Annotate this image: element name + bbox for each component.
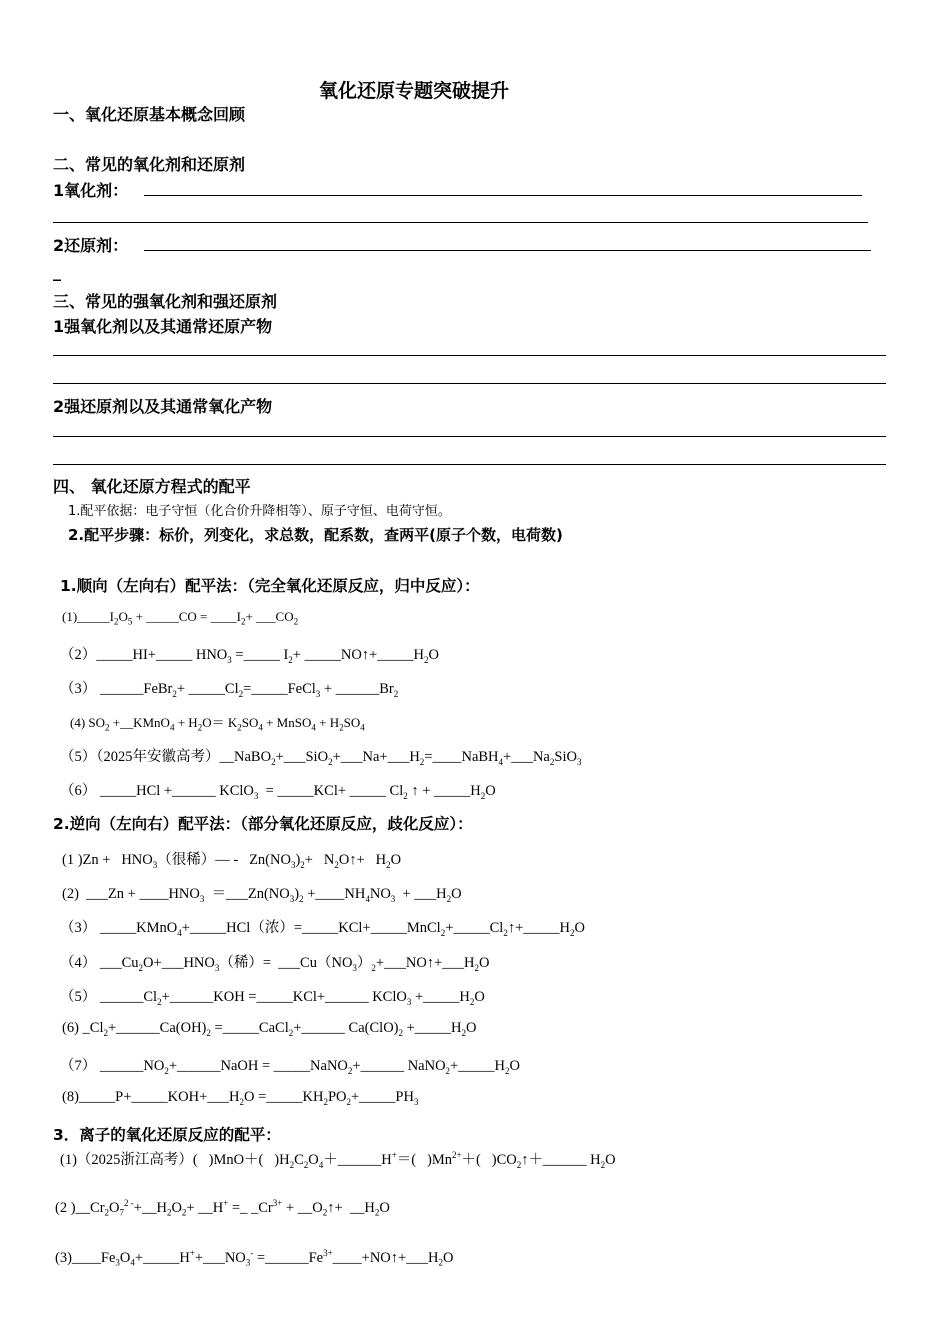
equation-3-1[interactable]: (1)（2025浙江高考）( )MnO＋( )$H_2C_2O_4+\_\_\_\_\_\_H^+=$( )$Mn^{2+}+$( )$CO_2↑+\_\_\_\_\_\_$ $H_2O$: [60, 1150, 616, 1170]
strong-reductant-heading: 2强还原剂以及其通常氧化产物: [53, 397, 273, 416]
page-title: 氧化还原专题突破提升: [318, 80, 509, 102]
equation-1-2[interactable]: （2）_____HI+_____ $HNO_3$ =_____ $I_2+$ $\_\_\_\_\_NO↑+\_\_\_\_\_H_2O$: [60, 647, 439, 665]
reductant-blank-line[interactable]: [144, 250, 871, 251]
method-3-heading: 3．离子的氧化还原反应的配平：: [53, 1126, 281, 1144]
section-2-heading: 二、常见的氧化剂和还原剂: [53, 155, 246, 174]
equation-2-3[interactable]: （3） _____KMnO$_4$+_____HCl（浓）$=\_\_\_\_\_KCl+\_\_\_\_\_MnCl_2+\_\_\_\_\_Cl_2↑+\_\_\_\_\_H_2O$: [60, 920, 585, 938]
strong-oxidant-line-2[interactable]: [53, 383, 886, 384]
equation-2-2[interactable]: (2) ___Zn + $\_\_\_\_HNO_3$ $=\_\_\_Zn(NO_3)_2$ $+\_\_\_\_NH_4NO_3$ + $\_\_\_H_2O$: [62, 886, 462, 904]
section-3-heading: 三、常见的强氧化剂和强还原剂: [53, 292, 278, 311]
reductant-label: 2还原剂：: [53, 236, 129, 255]
balancing-steps: 2.配平步骤：标价，列变化，求总数，配系数，查两平(原子个数，电荷数): [68, 526, 563, 544]
equation-1-1[interactable]: $(1)\_\_\_\_\_I_2O_5$ + _____CO = $\_\_\_\_I_2+$ $\_\_\_CO_2$: [62, 609, 299, 627]
equation-1-6[interactable]: （6） _____HCl +______ KClO$_3$ = _____KCl+ _____ $Cl_2$ ↑ + $\_\_\_\_\_H_2O$: [60, 783, 496, 801]
strong-oxidant-line-1[interactable]: [53, 355, 886, 356]
method-2-heading: 2.逆向（左向右）配平法：（部分氧化还原反应，歧化反应）：: [53, 815, 473, 833]
strong-reductant-line-2[interactable]: [53, 464, 886, 465]
equation-2-5[interactable]: （5） $\_\_\_\_\_\_Cl_2+\_\_\_\_\_\_KOH$ =_____KCl+______ KClO$_3$ $+\_\_\_\_\_H_2O$: [60, 989, 485, 1007]
equation-1-3[interactable]: （3） ______FeBr$_2$+ $\_\_\_\_\_Cl_2=\_\_\_\_\_FeCl_3$ + $\_\_\_\_\_\_Br_2$: [60, 681, 399, 699]
oxidant-blank-line[interactable]: [144, 195, 862, 196]
oxidant-label: 1氧化剂：: [53, 181, 129, 200]
equation-2-6[interactable]: (6) $\_Cl_2+\_\_\_\_\_\_Ca(OH)_2$ =_____CaCl$_2$+______ $Ca(ClO)_2$ $+\_\_\_\_\_H_2O$: [62, 1020, 477, 1038]
balancing-basis: 1.配平依据：电子守恒（化合价升降相等）、原子守恒、电荷守恒。: [68, 504, 451, 519]
equation-2-7[interactable]: （7） $\_\_\_\_\_\_NO_2+\_\_\_\_\_\_NaOH$ = _____NaNO$_2$+______ $NaNO_2+\_\_\_\_\_H_2O$: [60, 1058, 520, 1076]
equation-3-3[interactable]: $(3)\_\_\_\_Fe_3O_4+\_\_\_\_\_H^++\_\_\_NO_3^-$ $=\_\_\_\_\_\_Fe^{3+}\_\_\_\_+NO↑+\_\_\_H_2O$: [55, 1248, 454, 1268]
equation-2-1[interactable]: (1 )$Zn + HNO_3$（很稀）— - $Zn(NO_3)_2+$ $N_2O↑+ H_2O$: [62, 852, 402, 870]
equation-3-2[interactable]: (2 )$\_\_Cr_2O_7^{2 -}+\_\_H_2O_2+$ __H+ =_ $\_Cr^{3+}$ + $\_\_O_2↑+$ $\_\_H_2O$: [55, 1198, 390, 1218]
equation-1-4[interactable]: (4) $SO_2$ +__KMnO$_4$ + $H_2O= K_2SO_4$ + MnSO$_4$ + $H_2SO_4$: [70, 715, 365, 733]
equation-1-5[interactable]: （5）（2025年安徽高考）$\_\_NaBO_2+\_\_\_SiO_2+\_\_\_Na+\_\_\_H_2=\_\_\_\_NaBH_4+\_\_\_Na_2SiO_3$: [60, 749, 582, 767]
equation-2-8[interactable]: $(8)\_\_\_\_\_P+\_\_\_\_\_KOH+\_\_\_H_2O$ $=\_\_\_\_\_KH_2PO_2+\_\_\_\_\_PH_3$: [62, 1089, 419, 1107]
oxidant-blank-line-2[interactable]: [53, 222, 868, 223]
section-1-heading: 一、氧化还原基本概念回顾: [53, 105, 246, 124]
section-4-heading: 四、 氧化还原方程式的配平: [53, 477, 251, 496]
method-1-heading: 1.顺向（左向右）配平法：（完全氧化还原反应，归中反应）：: [60, 577, 480, 595]
stray-mark: _: [53, 262, 61, 281]
equation-2-4[interactable]: （4） $\_\_\_Cu_2O+\_\_\_HNO_3$（稀）= $\_\_\_Cu(NO_3)_2+\_\_\_NO↑+\_\_\_H_2O$: [60, 955, 490, 973]
strong-oxidant-heading: 1强氧化剂以及其通常还原产物: [53, 317, 273, 336]
strong-reductant-line-1[interactable]: [53, 436, 886, 437]
